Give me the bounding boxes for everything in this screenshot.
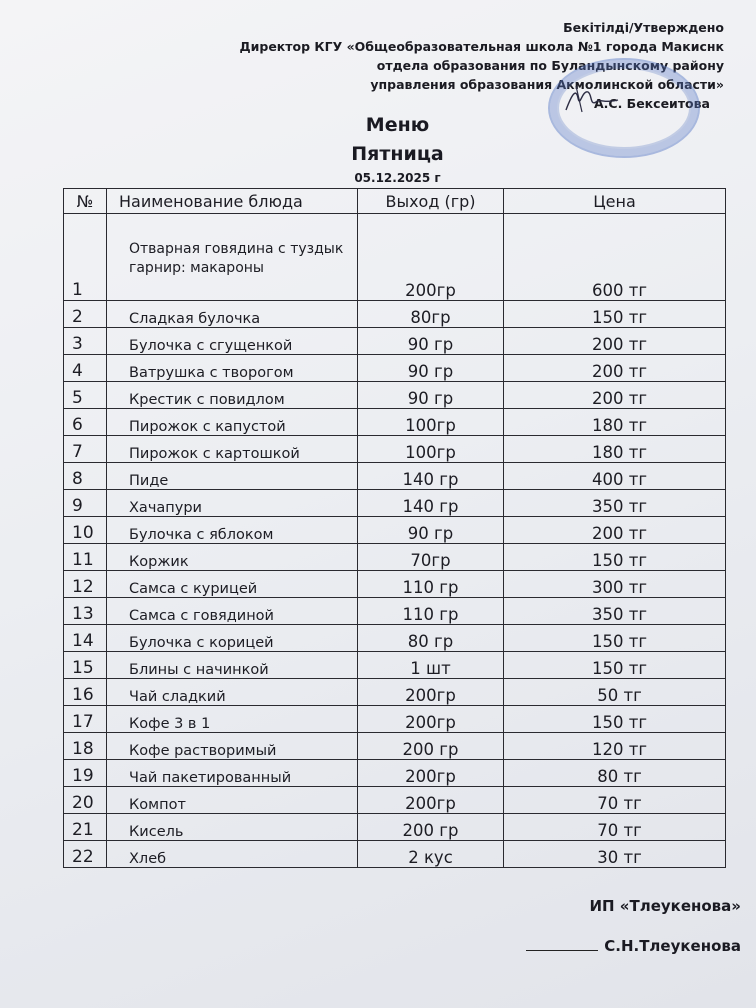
row-number: 5: [64, 382, 107, 409]
table-row: [64, 544, 726, 571]
row-number: 18: [64, 733, 107, 760]
row-number: 11: [64, 544, 107, 571]
signature-line: [526, 936, 741, 955]
table-row: [64, 760, 726, 787]
row-dish-name: Булочка с сгущенкой: [107, 328, 358, 355]
row-output: 90 гр: [358, 517, 504, 544]
row-dish-name: Кофе растворимый: [107, 733, 358, 760]
entrepreneur-signer: С.Н.Тлеукенова: [604, 937, 741, 955]
row-number: 13: [64, 598, 107, 625]
row-price: 350 тг: [504, 490, 726, 517]
row-output: 200 гр: [358, 814, 504, 841]
row-price: 70 тг: [504, 814, 726, 841]
row-dish-name: Кисель: [107, 814, 358, 841]
row-number: 21: [64, 814, 107, 841]
menu-title: Меню: [365, 114, 430, 136]
row-price: 200 тг: [504, 382, 726, 409]
row-price: 150 тг: [504, 301, 726, 328]
row-output: 90 гр: [358, 382, 504, 409]
row-price: 70 тг: [504, 787, 726, 814]
row-output: 200 гр: [358, 733, 504, 760]
table-row: [64, 841, 726, 868]
table-row: [64, 679, 726, 706]
row-dish-name: Чай пакетированный: [107, 760, 358, 787]
approval-signer-name: А.С. Бексеитова: [593, 96, 710, 111]
row-number: 12: [64, 571, 107, 598]
row-output: 140 гр: [358, 463, 504, 490]
row-number: 22: [64, 841, 107, 868]
row-output: 110 гр: [358, 598, 504, 625]
row-output: 100гр: [358, 436, 504, 463]
row-price: 150 тг: [504, 652, 726, 679]
row-number: 14: [64, 625, 107, 652]
row-number: 6: [64, 409, 107, 436]
table-row: [64, 463, 726, 490]
row-dish-name: Ватрушка с творогом: [107, 355, 358, 382]
row-dish-name: Хлеб: [107, 841, 358, 868]
table-row: [64, 814, 726, 841]
row-price: 200 тг: [504, 328, 726, 355]
row-dish-name: Булочка с корицей: [107, 625, 358, 652]
row-price: 120 тг: [504, 733, 726, 760]
weekday-title: Пятница: [351, 143, 444, 165]
row-number: 1: [64, 214, 107, 301]
row-number: 19: [64, 760, 107, 787]
row-price: 300 тг: [504, 571, 726, 598]
row-dish-name: Кофе 3 в 1: [107, 706, 358, 733]
column-header-output: Выход (гр): [358, 189, 504, 214]
row-number: 9: [64, 490, 107, 517]
row-price: 200 тг: [504, 355, 726, 382]
row-output: 200гр: [358, 706, 504, 733]
row-price: 50 тг: [504, 679, 726, 706]
row-output: 70гр: [358, 544, 504, 571]
row-output: 200гр: [358, 214, 504, 301]
row-dish-name: Блины с начинкой: [107, 652, 358, 679]
row-price: 80 тг: [504, 760, 726, 787]
table-header-row: [64, 189, 726, 214]
table-row: [64, 214, 726, 301]
table-row: [64, 517, 726, 544]
table-row: [64, 625, 726, 652]
table-row: [64, 490, 726, 517]
row-number: 8: [64, 463, 107, 490]
row-output: 2 кус: [358, 841, 504, 868]
table-row: [64, 301, 726, 328]
row-price: 400 тг: [504, 463, 726, 490]
row-number: 16: [64, 679, 107, 706]
table-row: [64, 652, 726, 679]
row-price: 150 тг: [504, 625, 726, 652]
entrepreneur-name: ИП «Тлеукенова»: [589, 897, 741, 915]
table-row: [64, 382, 726, 409]
row-dish-name: Пиде: [107, 463, 358, 490]
row-number: 10: [64, 517, 107, 544]
signature-underline: [526, 936, 598, 951]
table-row: [64, 787, 726, 814]
row-dish-name: Чай сладкий: [107, 679, 358, 706]
table-row: [64, 733, 726, 760]
handwritten-signature: [562, 84, 622, 114]
row-output: 90 гр: [358, 328, 504, 355]
column-header-number: №: [64, 189, 107, 214]
row-price: 150 тг: [504, 544, 726, 571]
column-header-price: Цена: [504, 189, 726, 214]
row-output: 200гр: [358, 679, 504, 706]
row-number: 20: [64, 787, 107, 814]
row-dish-name: Пирожок с капустой: [107, 409, 358, 436]
row-output: 1 шт: [358, 652, 504, 679]
row-dish-name: Коржик: [107, 544, 358, 571]
row-number: 17: [64, 706, 107, 733]
row-output: 200гр: [358, 760, 504, 787]
row-number: 2: [64, 301, 107, 328]
row-number: 15: [64, 652, 107, 679]
row-output: 140 гр: [358, 490, 504, 517]
row-dish-name: Самса с курицей: [107, 571, 358, 598]
row-number: 7: [64, 436, 107, 463]
table-row: [64, 571, 726, 598]
row-price: 180 тг: [504, 409, 726, 436]
row-price: 200 тг: [504, 517, 726, 544]
table-row: [64, 328, 726, 355]
row-dish-name: Булочка с яблоком: [107, 517, 358, 544]
row-price: 350 тг: [504, 598, 726, 625]
row-price: 600 тг: [504, 214, 726, 301]
table-row: [64, 355, 726, 382]
row-dish-name: Отварная говядина с туздык гарнир: макароны: [107, 214, 358, 301]
column-header-dish: Наименование блюда: [107, 189, 358, 214]
row-dish-name: Компот: [107, 787, 358, 814]
row-output: 110 гр: [358, 571, 504, 598]
row-output: 90 гр: [358, 355, 504, 382]
row-dish-name: Самса с говядиной: [107, 598, 358, 625]
menu-table: [63, 188, 726, 868]
row-output: 80гр: [358, 301, 504, 328]
table-row: [64, 706, 726, 733]
row-dish-name: Крестик с повидлом: [107, 382, 358, 409]
table-row: [64, 436, 726, 463]
row-price: 150 тг: [504, 706, 726, 733]
row-output: 200гр: [358, 787, 504, 814]
approval-line-department: отдела образования по Буландынскому району: [376, 58, 724, 73]
table-row: [64, 409, 726, 436]
menu-table-body: [64, 214, 726, 868]
row-dish-name: Пирожок с картошкой: [107, 436, 358, 463]
row-output: 80 гр: [358, 625, 504, 652]
approval-heading: Бекітілді/Утверждено: [563, 20, 724, 35]
table-row: [64, 598, 726, 625]
menu-date: 05.12.2025 г: [354, 171, 441, 185]
approval-line-administration: управления образования Акмолинской области»: [370, 77, 724, 92]
row-price: 180 тг: [504, 436, 726, 463]
row-dish-name: Хачапури: [107, 490, 358, 517]
approval-line-director: Директор КГУ «Общеобразовательная школа №1 города Макиснк: [239, 39, 724, 54]
row-number: 4: [64, 355, 107, 382]
row-price: 30 тг: [504, 841, 726, 868]
row-number: 3: [64, 328, 107, 355]
row-dish-name: Сладкая булочка: [107, 301, 358, 328]
row-output: 100гр: [358, 409, 504, 436]
